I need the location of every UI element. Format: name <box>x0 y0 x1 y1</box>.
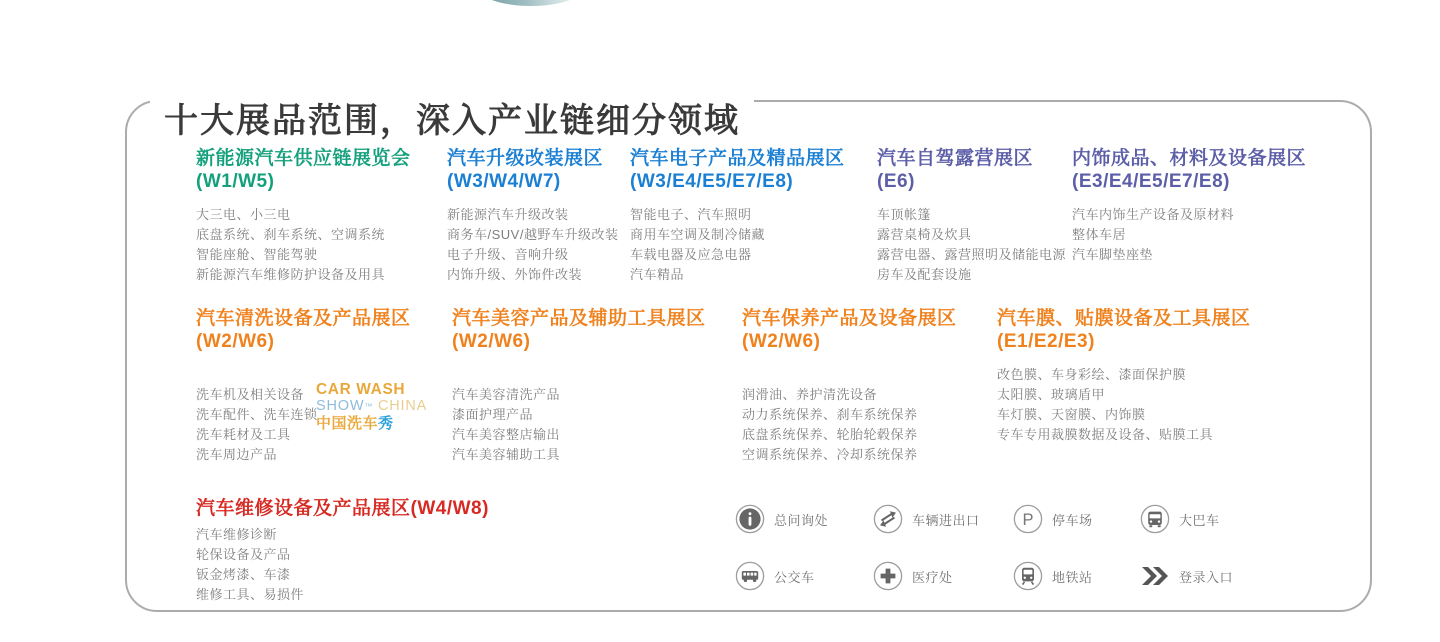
zone-auto-electronics <box>630 147 890 285</box>
medical-cross-icon <box>873 561 903 591</box>
bus-icon <box>735 561 765 591</box>
zone-item: 商用车空调及制冷储藏 <box>630 227 766 242</box>
zone-item: 房车及配套设施 <box>877 267 972 282</box>
zone-item: 汽车维修诊断 <box>196 527 278 542</box>
zone-item: 汽车美容辅助工具 <box>452 447 561 462</box>
zone-header: 汽车电子产品及精品展区 (W3/E4/E5/E7/E8) <box>630 148 845 192</box>
legend-parking: P 停车场 <box>1013 503 1093 535</box>
zone-header: 内饰成品、材料及设备展区 (E3/E4/E5/E7/E8) <box>1072 148 1307 192</box>
zone-item: 漆面护理产品 <box>452 407 534 422</box>
zone-camping <box>877 147 1077 285</box>
parking-icon <box>1013 504 1043 534</box>
zone-item: 电子升级、音响升级 <box>447 247 569 262</box>
zone-header: 新能源汽车供应链展览会 (W1/W5) <box>196 148 411 192</box>
zone-header: 汽车维修设备及产品展区(W4/W8) <box>196 498 489 519</box>
metro-icon <box>1013 561 1043 591</box>
zone-item: 智能电子、汽车照明 <box>630 207 752 222</box>
zone-item: 商务车/SUV/越野车升级改装 <box>447 227 619 242</box>
zone-item: 大三电、小三电 <box>196 207 291 222</box>
zone-item-list <box>1072 205 1372 265</box>
zone-item: 洗车配件、洗车连锁 <box>196 407 318 422</box>
coach-icon <box>1140 504 1170 534</box>
zone-item: 汽车精品 <box>630 267 685 282</box>
zone-repair-equipment <box>196 497 626 605</box>
zone-item: 车顶帐篷 <box>877 207 932 222</box>
legend-public-bus: 公交车 <box>735 560 815 592</box>
zone-header: 汽车保养产品及设备展区 (W2/W6) <box>742 308 957 352</box>
zone-item: 新能源汽车维修防护设备及用具 <box>196 267 386 282</box>
zone-item: 露营电器、露营照明及储能电源 <box>877 247 1067 262</box>
zone-header: 汽车美容产品及辅助工具展区 (W2/W6) <box>452 308 706 352</box>
zone-item: 内饰升级、外饰件改装 <box>447 267 583 282</box>
zone-item: 轮保设备及产品 <box>196 547 291 562</box>
legend-vehicle-gate: 车辆进出口 <box>873 503 980 535</box>
zone-beauty-products <box>452 307 752 465</box>
legend-medical: 医疗处 <box>873 560 953 592</box>
zone-item: 汽车美容清洗产品 <box>452 387 561 402</box>
zone-item: 洗车周边产品 <box>196 447 278 462</box>
zone-item: 露营桌椅及炊具 <box>877 227 972 242</box>
svg-text:P: P <box>1022 511 1034 529</box>
zone-item-list <box>742 385 1022 465</box>
zone-item-list <box>630 205 890 285</box>
zone-item-list <box>196 205 456 285</box>
zone-item-list <box>997 365 1327 445</box>
gate-arrows-icon <box>873 504 903 534</box>
zone-item: 改色膜、车身彩绘、漆面保护膜 <box>997 367 1187 382</box>
legend-coach: 大巴车 <box>1140 503 1220 535</box>
legend-metro: 地铁站 <box>1013 560 1093 592</box>
logo-line-carwash: CAR WASH <box>316 381 406 398</box>
zone-item: 汽车脚垫座垫 <box>1072 247 1154 262</box>
zone-upgrade-modification <box>447 147 647 285</box>
zone-item: 润滑油、养护清洗设备 <box>742 387 878 402</box>
zone-header: 汽车膜、贴膜设备及工具展区 (E1/E2/E3) <box>997 308 1251 352</box>
zone-item: 动力系统保养、刹车系统保养 <box>742 407 918 422</box>
zone-item: 专车专用裁膜数据及设备、贴膜工具 <box>997 427 1214 442</box>
car-wash-show-china-logo <box>316 381 427 432</box>
zone-header: 汽车清洗设备及产品展区 (W2/W6) <box>196 308 411 352</box>
partial-logo-circle <box>475 0 587 6</box>
zone-interior-materials <box>1072 147 1372 265</box>
zone-maintenance-products <box>742 307 1022 465</box>
zone-item-list <box>452 385 752 465</box>
zone-item: 汽车内饰生产设备及原材料 <box>1072 207 1235 222</box>
zone-item: 汽车美容整店输出 <box>452 427 561 442</box>
zone-item: 洗车机及相关设备 <box>196 387 305 402</box>
zone-header: 汽车自驾露营展区 (E6) <box>877 148 1034 192</box>
zone-item: 底盘系统、刹车系统、空调系统 <box>196 227 386 242</box>
zone-nev-supply-chain <box>196 147 456 285</box>
zone-item: 太阳膜、玻璃盾甲 <box>997 387 1106 402</box>
logo-line-chinese: 中国洗车秀 <box>316 415 394 432</box>
info-icon <box>735 504 765 534</box>
zone-item: 底盘系统保养、轮胎轮毂保养 <box>742 427 918 442</box>
zone-item: 空调系统保养、冷却系统保养 <box>742 447 918 462</box>
zone-item: 智能座舱、智能驾驶 <box>196 247 318 262</box>
legend-entrance: 登录入口 <box>1140 560 1233 592</box>
entrance-chevrons-icon <box>1140 565 1170 587</box>
zone-item: 整体车居 <box>1072 227 1127 242</box>
zone-film-wrapping <box>997 307 1327 445</box>
zone-item: 钣金烤漆、车漆 <box>196 567 291 582</box>
zone-item: 洗车耗材及工具 <box>196 427 291 442</box>
legend-information: 总问询处 <box>735 503 828 535</box>
zone-item-list <box>447 205 647 285</box>
zone-item-list <box>877 205 1077 285</box>
zone-item: 车载电器及应急电器 <box>630 247 752 262</box>
page-title: 十大展品范围，深入产业链细分领域 <box>150 99 754 143</box>
zone-item-list <box>196 525 626 605</box>
zone-item: 新能源汽车升级改装 <box>447 207 569 222</box>
logo-line-showchina: SHOW™ CHINA <box>316 398 428 414</box>
zone-item: 维修工具、易损件 <box>196 587 305 602</box>
zone-header: 汽车升级改装展区 (W3/W4/W7) <box>447 148 604 192</box>
zone-item: 车灯膜、天窗膜、内饰膜 <box>997 407 1146 422</box>
